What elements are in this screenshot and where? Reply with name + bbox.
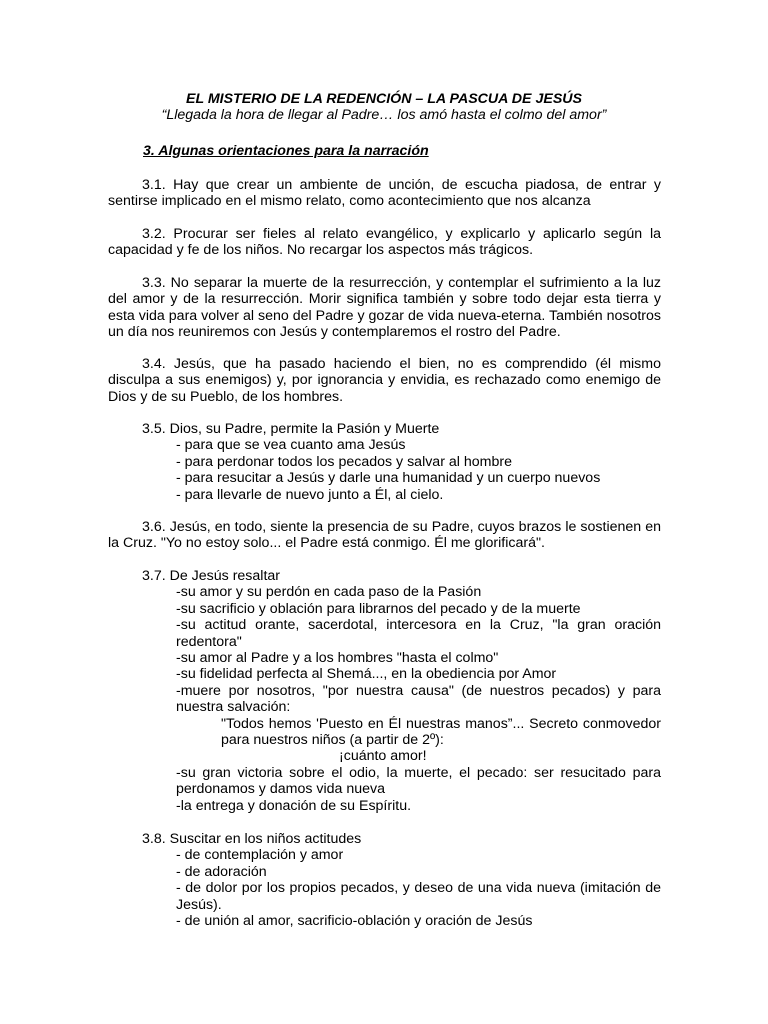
list-item: -su amor al Padre y a los hombres "hasta el colmo" — [176, 650, 499, 667]
list-item: -la entrega y donación de su Espíritu. — [176, 797, 412, 814]
list-item: -su fidelidad perfecta al Shemá..., en la obediencia por Amor — [176, 666, 557, 683]
paragraph-3-6: 3.6. Jesús, en todo, siente la presencia de su Padre, cuyos brazos le sostienen en la Cruz. "Yo no estoy solo... el Padre está conmigo. Él me glorificará". — [108, 519, 661, 552]
paragraph-3-1: 3.1. Hay que crear un ambiente de unción, de escucha piadosa, de entrar y sentirse implicado en el mismo relato, como acontecimiento que nos alcanza — [108, 177, 661, 210]
list-item: - de contemplación y amor — [176, 847, 344, 864]
section-3-5 — [108, 421, 661, 503]
section-3-7-lead: 3.7. De Jesús resaltar — [142, 568, 280, 584]
list-item: -su sacrificio y oblación para librarnos del pecado y de la muerte — [176, 600, 581, 617]
paragraph-3-3: 3.3. No separar la muerte de la resurrección, y contemplar el sufrimiento a la luz del amor y de la resurrección. Morir significa también y sobre todo dejar esta tierra y esta vida para volver al seno del Padre y gozar de vida nueva-eterna. También nosotros un día nos reuniremos con Jesús y contemplaremos el rostro del Padre. — [108, 275, 661, 341]
list-item: - para perdonar todos los pecados y salvar al hombre — [176, 453, 512, 470]
section-heading: 3. Algunas orientaciones para la narración — [143, 143, 429, 159]
list-item: - de unión al amor, sacrificio-oblación y oración de Jesús — [176, 913, 533, 930]
list-item: - para que se vea cuanto ama Jesús — [176, 437, 406, 454]
list-item: -su gran victoria sobre el odio, la muerte, el pecado: ser resucitado para perdonamos y damos vida nueva — [176, 764, 661, 798]
paragraph-3-2: 3.2. Procurar ser fieles al relato evangélico, y explicarlo y aplicarlo según la capacidad y fe de los niños. No recargar los aspectos más trágicos. — [108, 226, 661, 259]
section-3-8-lead: 3.8. Suscitar en los niños actitudes — [142, 831, 362, 847]
list-item: -su actitud orante, sacerdotal, intercesora en la Cruz, "la gran oración redentora" — [176, 617, 661, 650]
list-item: - de dolor por los propios pecados, y deseo de una vida nueva (imitación de Jesús). — [176, 880, 661, 913]
list-item: - de adoración — [176, 863, 267, 880]
section-3-5-lead: 3.5. Dios, su Padre, permite la Pasión y Muerte — [142, 421, 440, 437]
list-item: -su amor y su perdón en cada paso de la Pasión — [176, 584, 482, 601]
section-3-7 — [108, 568, 661, 814]
document-subtitle: “Llegada la hora de llegar al Padre… los amó hasta el colmo del amor” — [161, 107, 607, 123]
quote-text: "Todos hemos 'Puesto en Él nuestras manos”... Secreto conmovedor para nuestros niños (a partir de 2º): — [221, 715, 661, 749]
exclamation-text: ¡cuánto amor! — [339, 748, 427, 765]
section-3-8 — [108, 831, 661, 929]
paragraph-3-4: 3.4. Jesús, que ha pasado haciendo el bien, no es comprendido (él mismo disculpa a sus enemigos) y, por ignorancia y envidia, es rechazado como enemigo de Dios y de su Pueblo, de los hombres. — [108, 356, 661, 405]
list-item: - para llevarle de nuevo junto a Él, al cielo. — [176, 486, 444, 503]
list-item: -muere por nosotros, "por nuestra causa" (de nuestros pecados) y para nuestra salvación: — [176, 682, 661, 716]
document-title: EL MISTERIO DE LA REDENCIÓN – LA PASCUA DE JESÚS — [186, 91, 582, 107]
list-item: - para resucitar a Jesús y darle una humanidad y un cuerpo nuevos — [176, 470, 601, 487]
